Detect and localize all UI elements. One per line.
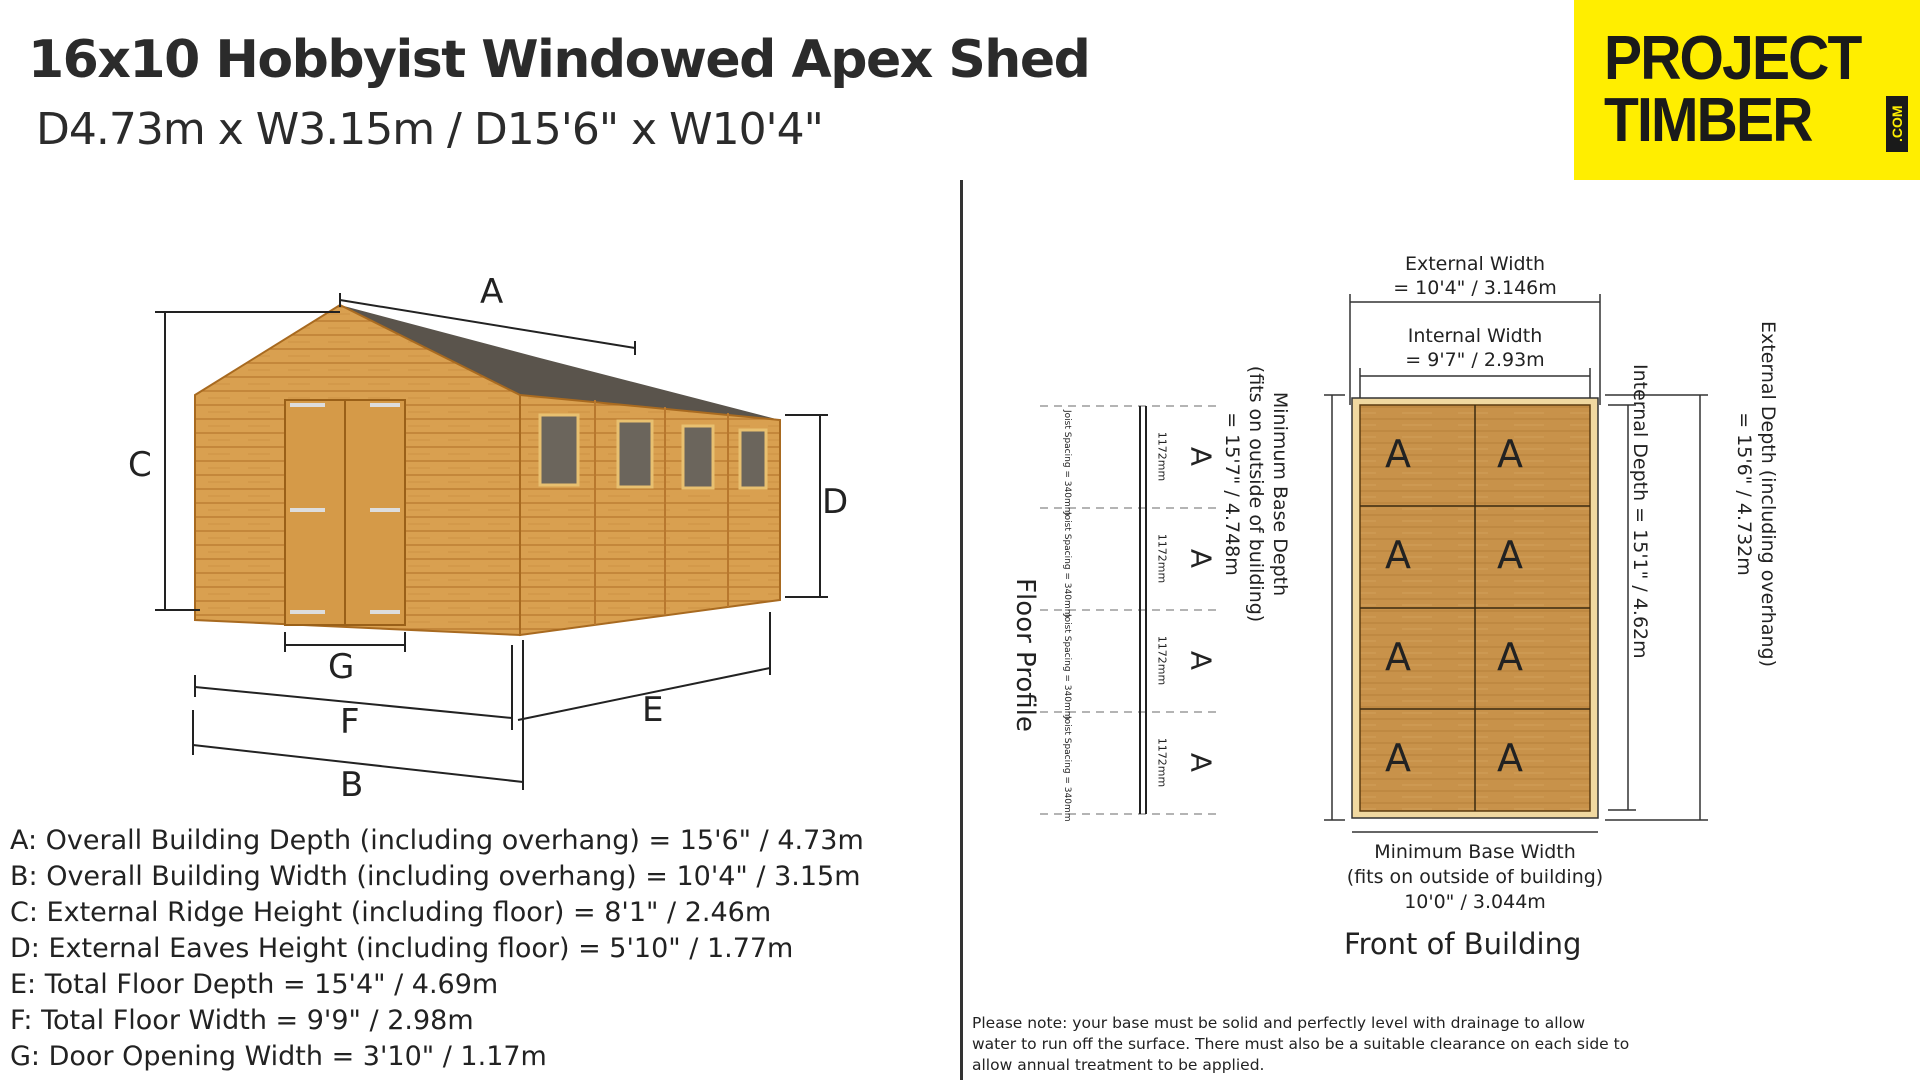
min-base-width-line-3: 10'0" / 3.044m	[1404, 891, 1546, 913]
joist-spacing-3: Joist Spacing = 340mm	[1062, 614, 1072, 720]
spec-f: F: Total Floor Width = 9'9" / 2.98m	[10, 1005, 474, 1036]
section-length-1: 1172mm	[1155, 431, 1169, 482]
dim-label-g: G	[328, 647, 355, 687]
window	[740, 430, 766, 488]
shed-svg	[0, 250, 900, 810]
dim-label-c: C	[128, 445, 152, 485]
min-base-width-line-1: Minimum Base Width	[1374, 841, 1576, 863]
spec-e: E: Total Floor Depth = 15'4" / 4.69m	[10, 969, 499, 1000]
dim-label-e: E	[642, 690, 664, 730]
joist-spacing-1: Joist Spacing = 340mm	[1062, 410, 1072, 516]
profile-panel-a-3: A	[1184, 650, 1218, 671]
profile-panel-a-4: A	[1184, 752, 1218, 773]
spec-c: C: External Ridge Height (including floor) = 8'1" / 2.46m	[10, 897, 772, 928]
door-right	[345, 400, 405, 625]
plan-panel-a: A	[1385, 635, 1411, 679]
joist-spacing-2: Joist Spacing = 340mm	[1062, 512, 1072, 618]
plan-panel-a: A	[1497, 635, 1523, 679]
external-width-value: = 10'4" / 3.146m	[1393, 277, 1557, 299]
spec-b: B: Overall Building Width (including overhang) = 10'4" / 3.15m	[10, 861, 861, 892]
plan-panel-a: A	[1497, 736, 1523, 780]
dim-label-f: F	[340, 702, 360, 742]
min-base-depth-line-3: = 15'7" / 4.748m	[1221, 412, 1243, 576]
shed-illustration	[0, 250, 900, 810]
joist-spacing-4: Joist Spacing = 340mm	[1062, 716, 1072, 822]
external-depth-line-1: External Depth (including overhang)	[1757, 321, 1779, 667]
base-note: Please note: your base must be solid and perfectly level with drainage to allow water to run off the surface. There must also be a suitable clearance on each side to allow annual treatment to be applied.	[972, 1014, 1630, 1074]
spec-d: D: External Eaves Height (including floor) = 5'10" / 1.77m	[10, 933, 794, 964]
section-length-3: 1172mm	[1155, 635, 1169, 686]
project-timber-logo[interactable]	[1574, 0, 1920, 180]
min-base-depth-line-2: (fits on outside of building)	[1245, 365, 1267, 623]
dim-label-b: B	[340, 765, 364, 805]
internal-depth: Internal Depth = 15'1" / 4.62m	[1629, 364, 1651, 659]
min-base-width-line-2: (fits on outside of building)	[1346, 866, 1604, 888]
profile-panel-a-1: A	[1184, 446, 1218, 467]
floor-plan	[1000, 240, 1920, 970]
section-length-2: 1172mm	[1155, 533, 1169, 584]
window	[683, 426, 713, 488]
spec-a: A: Overall Building Depth (including overhang) = 15'6" / 4.73m	[10, 825, 864, 856]
internal-width-label: Internal Width	[1407, 325, 1543, 347]
page-subtitle: D4.73m x W3.15m / D15'6" x W10'4"	[36, 104, 823, 155]
internal-width-value: = 9'7" / 2.93m	[1405, 349, 1545, 371]
window	[540, 415, 578, 485]
plan-panel-a: A	[1385, 533, 1411, 577]
floor-profile-title: Floor Profile	[1009, 578, 1040, 732]
front-of-building-label: Front of Building	[1344, 927, 1582, 961]
plan-panel-a: A	[1497, 432, 1523, 476]
external-width-label: External Width	[1404, 253, 1546, 275]
page-title: 16x10 Hobbyist Windowed Apex Shed	[28, 30, 1090, 90]
external-depth-line-2: = 15'6" / 4.732m	[1733, 412, 1755, 576]
min-base-depth-line-1: Minimum Base Depth	[1269, 391, 1291, 597]
logo-suffix: .COM	[1886, 96, 1908, 152]
dim-label-d: D	[822, 482, 849, 522]
section-length-4: 1172mm	[1155, 737, 1169, 788]
door-left	[285, 400, 345, 625]
plan-panel-a: A	[1497, 533, 1523, 577]
window	[618, 421, 652, 487]
profile-panel-a-2: A	[1184, 548, 1218, 569]
plan-panel-a: A	[1385, 432, 1411, 476]
logo-line-1: PROJECT	[1604, 24, 1861, 93]
plan-panel-a: A	[1385, 736, 1411, 780]
vertical-divider	[960, 180, 963, 1080]
spec-g: G: Door Opening Width = 3'10" / 1.17m	[10, 1041, 547, 1072]
logo-line-2: TIMBER	[1604, 86, 1812, 155]
dim-label-a: A	[480, 272, 504, 312]
